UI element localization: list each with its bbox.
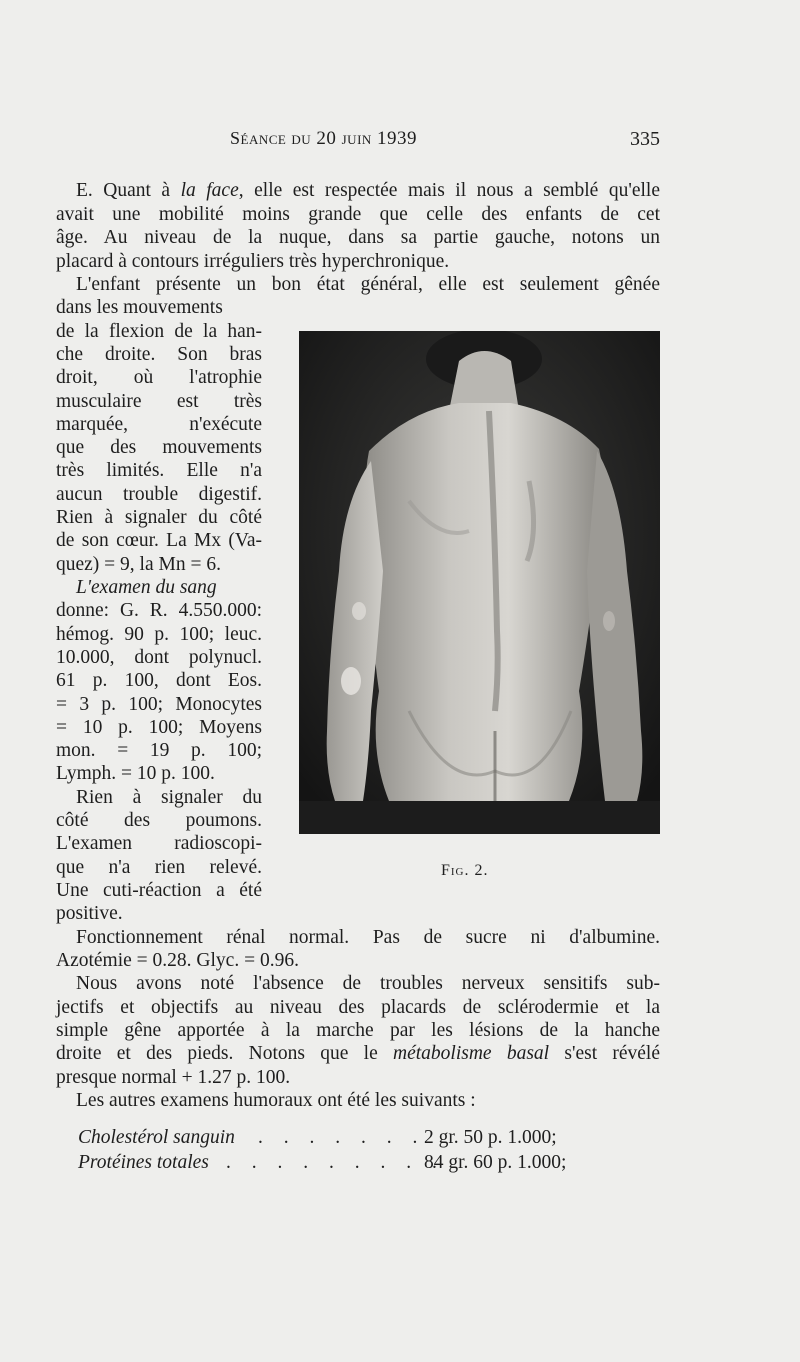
text-line: placard à contours irréguliers très hyperchronique.	[56, 251, 450, 272]
table-value: 84 gr. 60 p. 1.000;	[424, 1152, 567, 1173]
text-line: che droite. Son bras	[56, 344, 262, 365]
text-line: presque normal + 1.27 p. 100.	[56, 1067, 291, 1088]
text-line	[56, 1042, 660, 1065]
text-line: jectifs et objectifs au niveau des placards de sclérodermie et la	[56, 997, 660, 1018]
text-line: = 3 p. 100; Monocytes	[56, 694, 262, 715]
header-title-day: 20	[316, 128, 337, 149]
text-line: musculaire est très	[56, 391, 262, 412]
text-line: L'examen radioscopi-	[56, 833, 262, 854]
leader-dots: . . . . . . . . .	[226, 1152, 445, 1173]
text-line: dans les mouvements	[56, 297, 223, 318]
text-line: Fonctionnement rénal normal. Pas de sucre ni d'albumine.	[76, 927, 660, 948]
text-span: , elle est respectée mais il nous a semblé qu'elle	[238, 180, 660, 201]
running-header	[78, 128, 660, 158]
text-line: 61 p. 100, dont Eos.	[56, 670, 262, 691]
leader-dots: . . . . . . .	[258, 1127, 426, 1148]
header-title-year: 1939	[377, 128, 418, 149]
text-span: s'est révélé	[549, 1043, 661, 1064]
text-line: que des mouvements	[56, 437, 262, 458]
text-line: = 10 p. 100; Moyens	[56, 717, 262, 738]
header-title	[230, 128, 417, 150]
text-line: hémog. 90 p. 100; leuc.	[56, 624, 262, 645]
figure-caption: Fig. 2.	[441, 862, 489, 879]
photo-illustration	[299, 331, 660, 834]
text-line: Lymph. = 10 p. 100.	[56, 763, 215, 784]
table-row	[78, 1151, 618, 1175]
text-line: très limités. Elle n'a	[56, 460, 262, 481]
text-line	[56, 576, 262, 599]
text-line: Azotémie = 0.28. Glyc. = 0.96.	[56, 950, 299, 971]
text-line: quez) = 9, la Mn = 6.	[56, 554, 221, 575]
table-row	[78, 1126, 618, 1150]
text-line: aucun trouble digestif.	[56, 484, 262, 505]
text-line: côté des poumons.	[56, 810, 262, 831]
text-line: âge. Au niveau de la nuque, dans sa partie gauche, notons un	[56, 227, 660, 248]
text-line: marquée, n'exécute	[56, 414, 262, 435]
figure-photo	[299, 331, 660, 834]
page-number: 335	[630, 128, 660, 150]
text-line: positive.	[56, 903, 123, 924]
text-line: Nous avons noté l'absence de troubles nerveux sensitifs sub-	[76, 973, 660, 994]
table-label: Cholestérol sanguin	[78, 1127, 235, 1148]
text-line: que n'a rien relevé.	[56, 857, 262, 878]
text-span: E. Quant à	[76, 180, 181, 201]
text-span: droite et des pieds. Notons que le	[56, 1043, 393, 1064]
text-line: Rien à signaler du	[76, 787, 262, 808]
text-line: L'enfant présente un bon état général, elle est seulement gênée	[76, 274, 660, 295]
table-label: Protéines totales	[78, 1152, 209, 1173]
header-title-part1: Séance du	[230, 128, 312, 148]
text-emphasis: métabolisme basal	[393, 1043, 550, 1064]
text-line: donne: G. R. 4.550.000:	[56, 600, 262, 621]
text-line: avait une mobilité moins grande que celle des enfants de cet	[56, 204, 660, 225]
text-line: simple gêne apportée à la marche par les lésions de la hanche	[56, 1020, 660, 1041]
text-line: Les autres examens humoraux ont été les suivants :	[76, 1090, 476, 1111]
text-emphasis: L'examen du sang	[76, 577, 217, 598]
text-line: 10.000, dont polynucl.	[56, 647, 262, 668]
text-line: Une cuti-réaction a été	[56, 880, 262, 901]
text-line: Rien à signaler du côté	[56, 507, 262, 528]
table-value: 2 gr. 50 p. 1.000;	[424, 1127, 557, 1148]
text-line	[56, 179, 660, 202]
text-emphasis: la face	[180, 180, 239, 201]
text-line: de la flexion de la han-	[56, 321, 262, 342]
text-line: mon. = 19 p. 100;	[56, 740, 262, 761]
header-title-month: juin	[341, 128, 372, 148]
text-line: de son cœur. La Mx (Va-	[56, 530, 262, 551]
text-line: droit, où l'atrophie	[56, 367, 262, 388]
